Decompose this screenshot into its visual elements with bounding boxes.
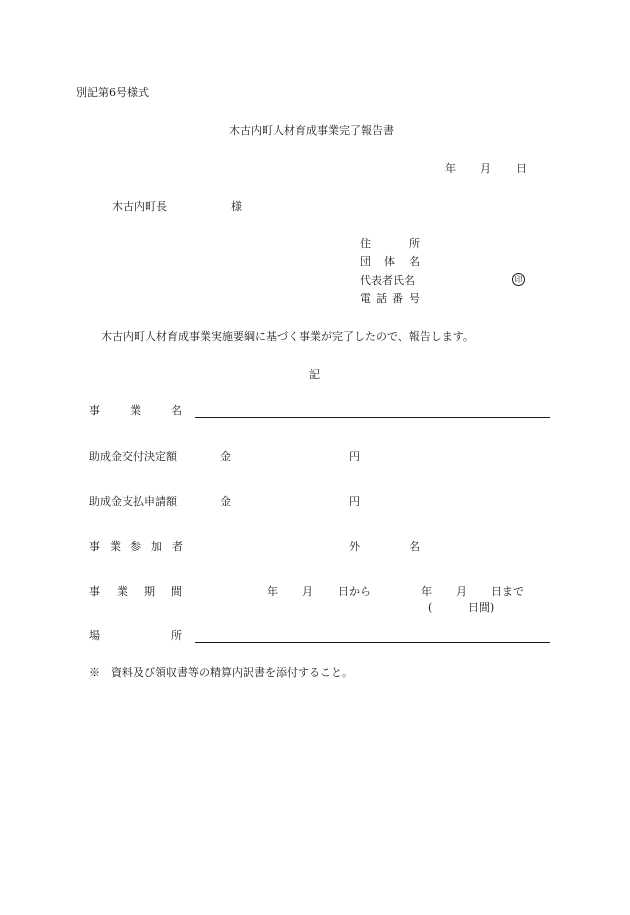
participants-label-3: 参 <box>130 540 141 553</box>
decided-amount-label: 助成金交付決定額 <box>89 450 177 463</box>
place-underline <box>195 642 550 643</box>
attachment-note: ※ 資料及び領収書等の精算内訳書を添付すること。 <box>89 666 353 679</box>
participants-label-5: 者 <box>172 540 183 553</box>
phone-label-1: 電 <box>360 292 371 305</box>
period-end-year: 年 <box>421 585 432 598</box>
project-name-label-2: 業 <box>130 404 141 417</box>
participants-unit: 名 <box>409 540 420 553</box>
period-days-label: 日間) <box>468 601 495 614</box>
document-title: 木古内町人材育成事業完了報告書 <box>229 124 394 137</box>
requested-amount-prefix: 金 <box>220 495 231 508</box>
participants-label-4: 加 <box>151 540 162 553</box>
phone-label-3: 番 <box>392 292 403 305</box>
address-label-1: 住 <box>360 237 371 250</box>
period-label-3: 期 <box>144 585 155 598</box>
date-month-label: 月 <box>480 162 491 175</box>
period-start-day: 日から <box>338 585 371 598</box>
ki-heading: 記 <box>309 368 320 381</box>
date-day-label: 日 <box>516 162 527 175</box>
seal-mark: 印 <box>512 273 525 286</box>
representative-label: 代表者氏名 <box>360 274 415 287</box>
project-name-label-3: 名 <box>171 404 182 417</box>
period-start-year: 年 <box>267 585 278 598</box>
phone-label-4: 号 <box>409 292 420 305</box>
decided-amount-prefix: 金 <box>220 450 231 463</box>
addressee-name: 木古内町長 <box>112 200 167 213</box>
period-start-month: 月 <box>302 585 313 598</box>
phone-label-2: 話 <box>376 292 387 305</box>
period-label-2: 業 <box>117 585 128 598</box>
participants-label-2: 業 <box>110 540 121 553</box>
addressee-honorific: 様 <box>231 200 242 213</box>
period-label-4: 間 <box>171 585 182 598</box>
place-label-2: 所 <box>171 629 182 642</box>
place-label-1: 場 <box>89 629 100 642</box>
requested-amount-label: 助成金支払申請額 <box>89 495 177 508</box>
org-label-1: 団 <box>360 255 371 268</box>
participants-label-1: 事 <box>89 540 100 553</box>
body-text: 木古内町人材育成事業実施要綱に基づく事業が完了したので、報告します。 <box>101 330 474 343</box>
address-label-2: 所 <box>409 237 420 250</box>
project-name-label-1: 事 <box>89 404 100 417</box>
form-number: 別記第6号様式 <box>76 86 149 99</box>
period-end-day: 日まで <box>491 585 524 598</box>
project-name-underline <box>195 417 550 418</box>
date-year-label: 年 <box>445 162 456 175</box>
org-label-2: 体 <box>384 255 395 268</box>
requested-amount-unit: 円 <box>349 495 360 508</box>
period-end-month: 月 <box>456 585 467 598</box>
period-days-open: ( <box>428 601 433 614</box>
org-label-3: 名 <box>409 255 420 268</box>
period-label-1: 事 <box>89 585 100 598</box>
decided-amount-unit: 円 <box>349 450 360 463</box>
participants-outside-label: 外 <box>349 540 360 553</box>
